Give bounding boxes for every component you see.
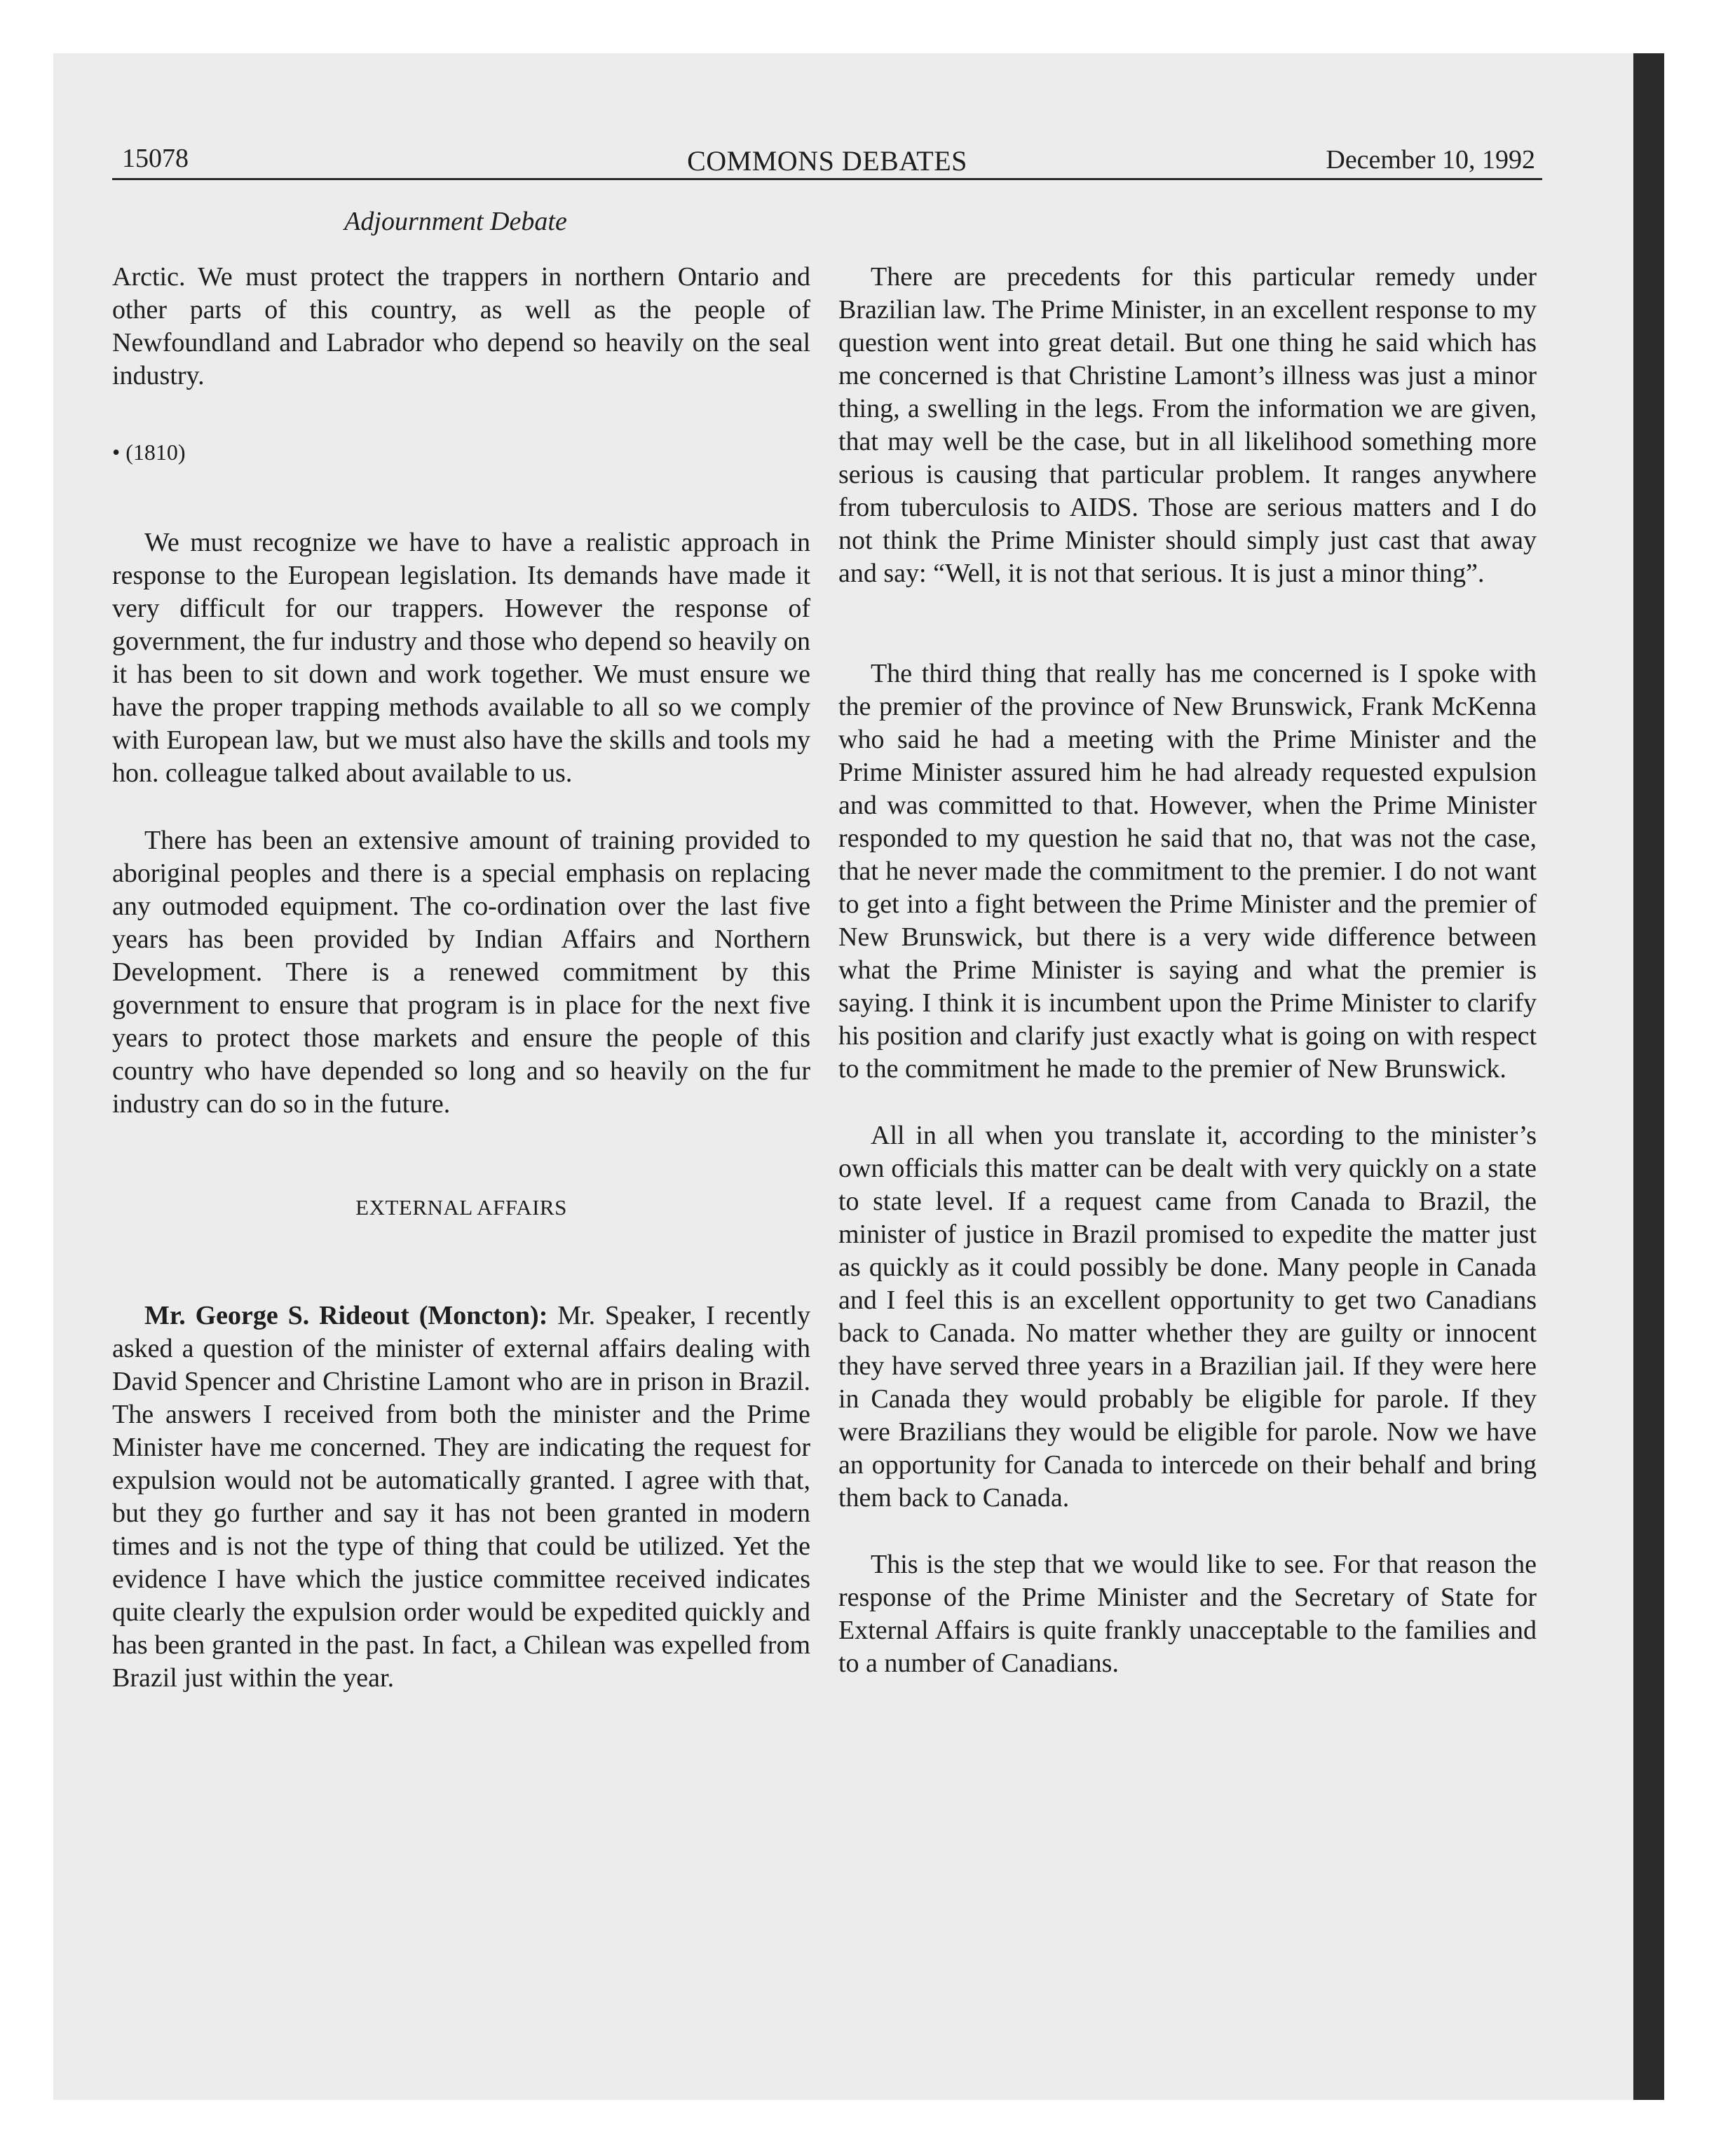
paragraph: There has been an extensive amount of training provided to aboriginal peoples and there is a special emphasis on replacing any outmoded equipment. The co-ordination over the last five years has been provided by Indian Affairs and Northern Development. There is a renewed commitment by this government to ensure that program is in place for the next five years to protect those markets and ensure the people of this country who have depended so long and so heavily on the fur industry can do so in the future. <box>112 826 810 1119</box>
page-number: 15078 <box>122 144 189 173</box>
paragraph: Arctic. We must protect the trappers in northern Ontario and other parts of this country, as well as the people of Newfoundland and Labrador who depend so heavily on the seal industry. <box>112 262 810 390</box>
paragraph <box>112 1299 810 1695</box>
time-marker <box>112 436 810 469</box>
time-marker-text: (1810) <box>125 439 186 465</box>
paragraph: All in all when you translate it, according to the minister’s own officials this matter can be dealt with very quickly on a state to state level. If a request came from Canada to Brazil, the minister of justice in Brazil promised to expedite the matter just as quickly as it could possibly be done. Many people in Canada and I feel this is an excellent opportunity to get two Canadians back to Canada. No matter whether they are guilty or innocent they have served three years in a Brazilian jail. If they were here in Canada they would probably be eligible for parole. If they were Brazilians they would be eligible for parole. Now we have an opportunity for Canada to intercede on their behalf and bring them back to Canada. <box>838 1121 1537 1513</box>
page-date: December 10, 1992 <box>1326 145 1535 175</box>
subheading: EXTERNAL AFFAIRS <box>355 1195 567 1220</box>
speaker-name: Mr. George S. Rideout (Moncton): <box>144 1301 548 1330</box>
speech-text: Mr. Speaker, I recently asked a question of the minister of external affairs dealing with David Spencer and Christine Lamont who are in prison in Brazil. The answers I received from both the minister and the Prime Minister have me concerned. They are indicating the request for expulsion would not be automatically granted. I agree with that, but they go further and say it has not been granted in modern times and is not the type of thing that could be utilized. Yet the evidence I have which the justice committee received indicates quite clearly the expulsion order would be expedited quickly and has been granted in the past. In fact, a Chilean was expelled from Brazil just within the year. <box>112 1301 811 1693</box>
paragraph: The third thing that really has me concerned is I spoke with the premier of the province of New Brunswick, Frank McKenna who said he had a meeting with the Prime Minister and the Prime Minister assured him he had already requested expulsion and was committed to that. However, when the Prime Minister responded to my question he said that no, that was not the case, that he never made the commitment to the premier. I do not want to get into a fight between the Prime Minister and the premier of New Brunswick, but there is a very wide difference between what the Prime Minister is saying and what the premier is saying. I think it is incumbent upon the Prime Minister to clarify his position and clarify just exactly what is going on with respect to the commitment he made to the premier of New Brunswick. <box>838 659 1537 1084</box>
right-column <box>838 261 1537 1680</box>
left-column <box>112 261 810 1695</box>
bullet-icon: • <box>112 439 121 465</box>
page-header <box>112 137 1542 180</box>
section-heading: Adjournment Debate <box>344 207 567 236</box>
binding-edge-shadow <box>1633 53 1664 2100</box>
paragraph: This is the step that we would like to see. For that reason the response of the Prime Minister and the Secretary of State for External Affairs is quite frankly unacceptable to the families and to a number of Canadians. <box>838 1550 1537 1678</box>
publication-title: COMMONS DEBATES <box>687 145 967 177</box>
paragraph: There are precedents for this particular remedy under Brazilian law. The Prime Minister, in an excellent response to my question went into great detail. But one thing he said which has me concerned is that Christine Lamont’s illness was just a minor thing, a swelling in the legs. From the information we are given, that may well be the case, but in all likelihood something more serious is causing that particular problem. It ranges anywhere from tuberculosis to AIDS. Those are serious matters and I do not think the Prime Minister should simply just cast that away and say: “Well, it is not that serious. It is just a minor thing”. <box>838 262 1537 588</box>
paragraph: We must recognize we have to have a realistic approach in response to the European legislation. Its demands have made it very difficult for our trappers. However the response of government, the fur industry and those who depend so heavily on it has been to sit down and work together. We must ensure we have the proper trapping methods available to all so we comply with European law, but we must also have the skills and tools my hon. colleague talked about available to us. <box>112 528 810 788</box>
